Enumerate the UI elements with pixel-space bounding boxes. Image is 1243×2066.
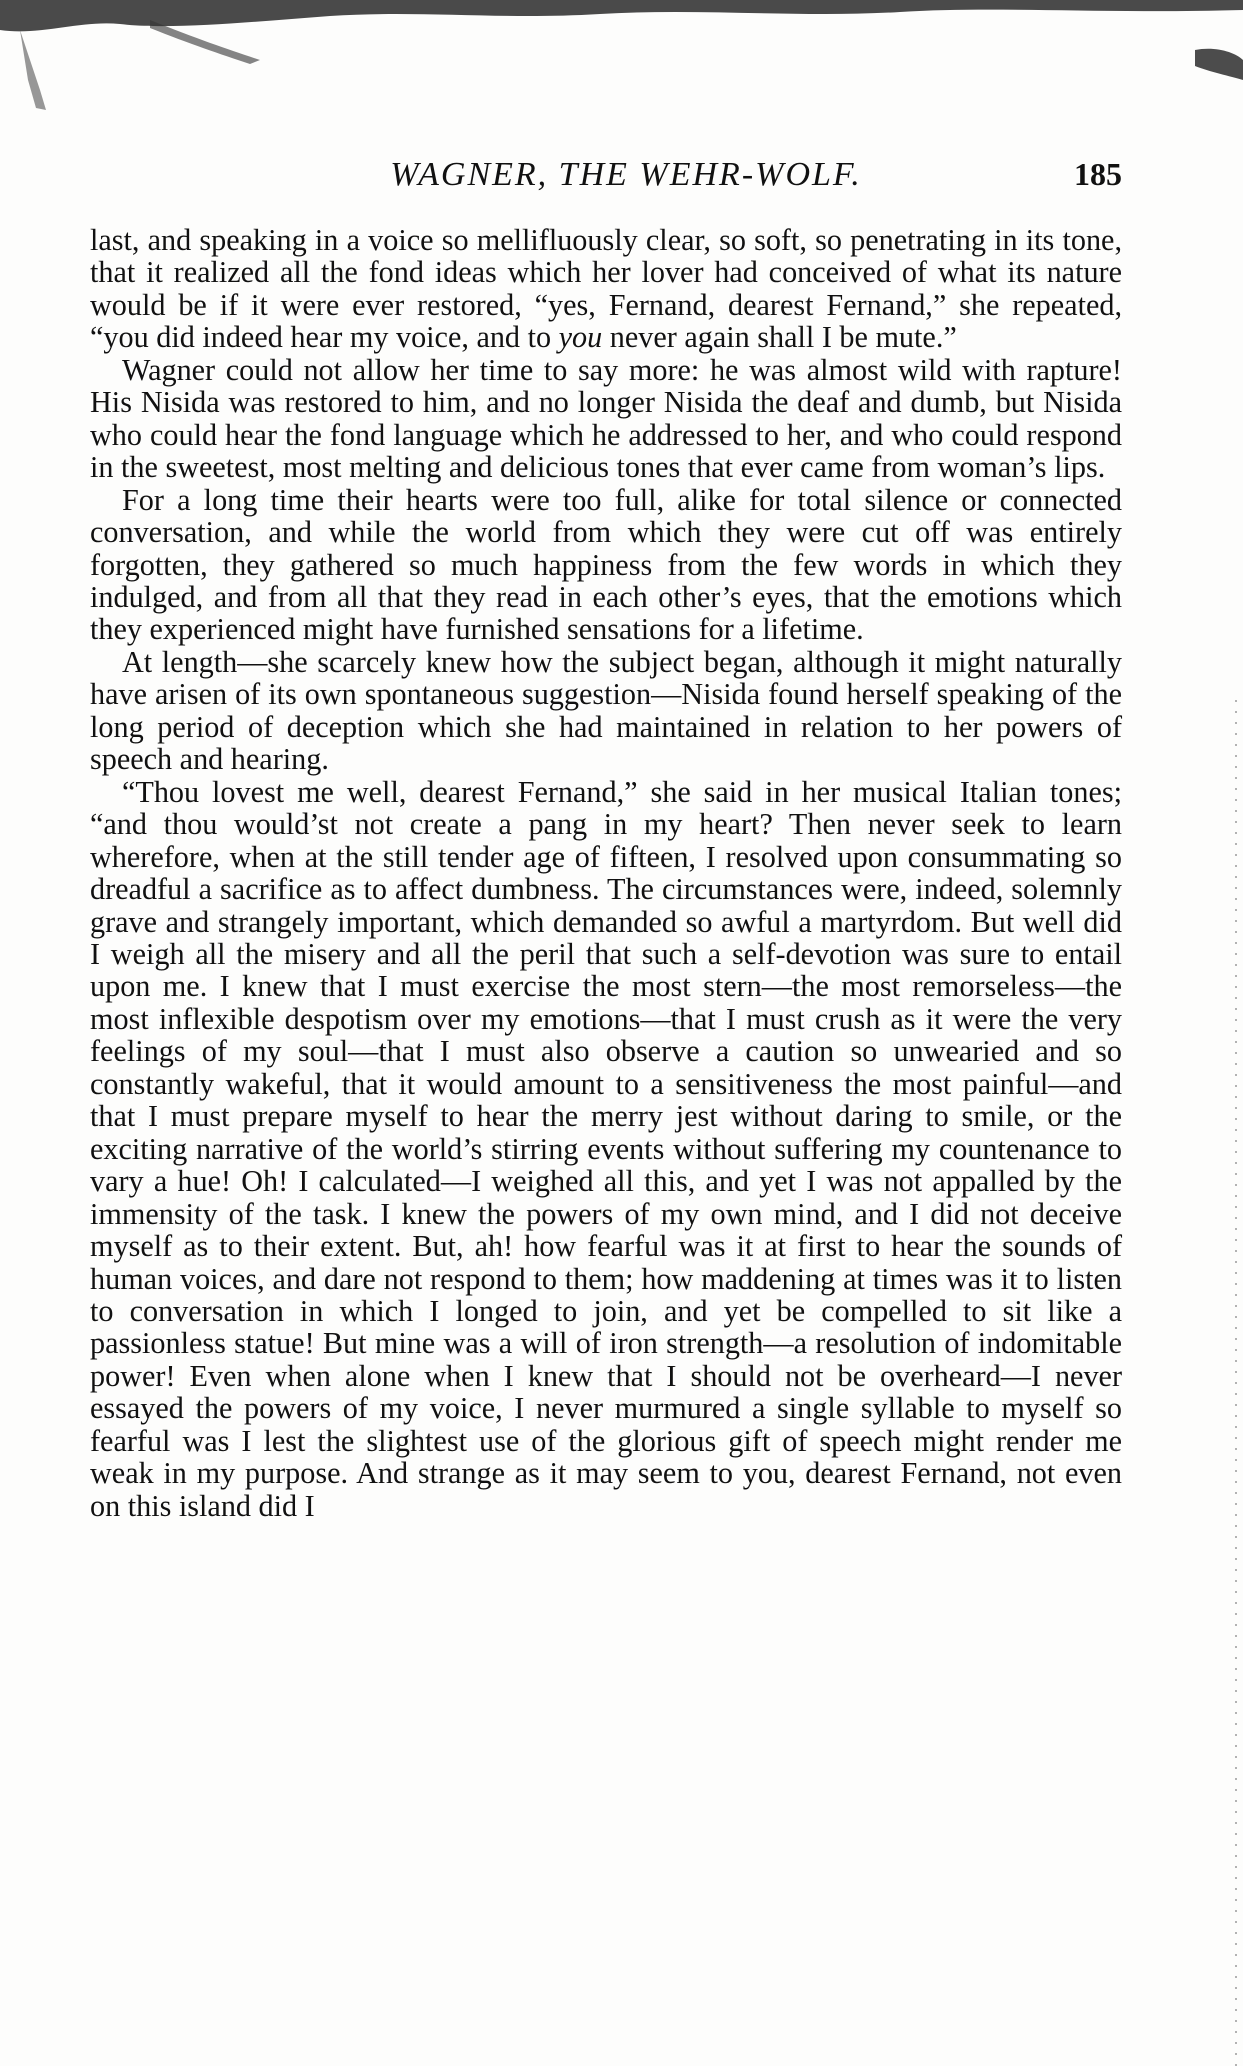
paragraph bbox=[90, 224, 1122, 354]
scan-edge-smudge bbox=[0, 0, 1243, 120]
emphasis-text: you bbox=[558, 320, 603, 355]
paragraph-text: last, and speaking in a voice so mellifluously clear, so soft, so penetrating in its tone, that it realized all the fond ideas which her lover had conceived of what its nature would be if it were ever restored, “yes, Fernand, dearest Fernand,” she repeated, “you did indeed hear my voice, and to bbox=[90, 223, 1122, 355]
paragraph: At length—she scarcely knew how the subject began, although it might naturally have arisen of its own spontaneous suggestion—Nisida found herself speaking of the long period of deception which she had maintained in relation to her powers of speech and hearing. bbox=[90, 644, 1122, 777]
running-title: WAGNER, THE WEHR-WOLF. bbox=[390, 156, 862, 193]
paragraph: Wagner could not allow her time to say more: he was almost wild with rapture! His Nisida was restored to him, and no longer Nisida the deaf and dumb, but Nisida who could hear the fond language which he addressed to her, and who could respond in the sweetest, most melting and delicious tones that ever came from woman’s lips. bbox=[90, 352, 1122, 485]
page-number: 185 bbox=[1074, 156, 1122, 192]
page-header bbox=[90, 156, 1122, 200]
scan-edge-dots bbox=[1229, 700, 1243, 2066]
paragraph: For a long time their hearts were too full, alike for total silence or connected conversation, and while the world from which they were cut off was entirely forgotten, they gathered so much happiness from the few words in which they indulged, and from all that they read in each other’s eyes, that the emotions which they experienced might have furnished sensations for a lifetime. bbox=[90, 482, 1122, 647]
body-text bbox=[90, 224, 1122, 1522]
paragraph: “Thou lovest me well, dearest Fernand,” she said in her musical Italian tones; “and thou would’st not create a pang in my heart? Then never seek to learn wherefore, when at the still tender age of fifteen, I resolved upon consummating so dreadful a sacrifice as to affect dumbness. The circumstances were, indeed, solemnly grave and strangely important, which demanded so awful a martyrdom. But well did I weigh all the misery and all the peril that such a self-devotion was sure to entail upon me. I knew that I must exercise the most stern—the most remorseless—the most inflexible despotism over my emotions—that I must crush as it were the very feelings of my soul—that I must also observe a caution so unwearied and so constantly wakeful, that it would amount to a sensitiveness the most painful—and that I must prepare myself to hear the merry jest without daring to smile, or the exciting narrative of the world’s stirring events without suffering my countenance to vary a hue! Oh! I calculated—I weighed all this, and yet I was not appalled by the immensity of the task. I knew the powers of my own mind, and I did not deceive myself as to their extent. But, ah! how fearful was it at first to hear the sounds of human voices, and dare not respond to them; how maddening at times was it to listen to conversation in which I longed to join, and yet be compelled to sit like a passionless statue! But mine was a will of iron strength—a resolution of indomitable power! Even when alone when I knew that I should not be overheard—I never essayed the powers of my voice, I never murmured a single syllable to myself so fearful was I lest the slightest use of the glorious gift of speech might render me weak in my purpose. And strange as it may seem to you, dearest Fernand, not even on this island did I bbox=[90, 774, 1122, 1523]
paragraph-text: never again shall I be mute.” bbox=[602, 320, 957, 355]
